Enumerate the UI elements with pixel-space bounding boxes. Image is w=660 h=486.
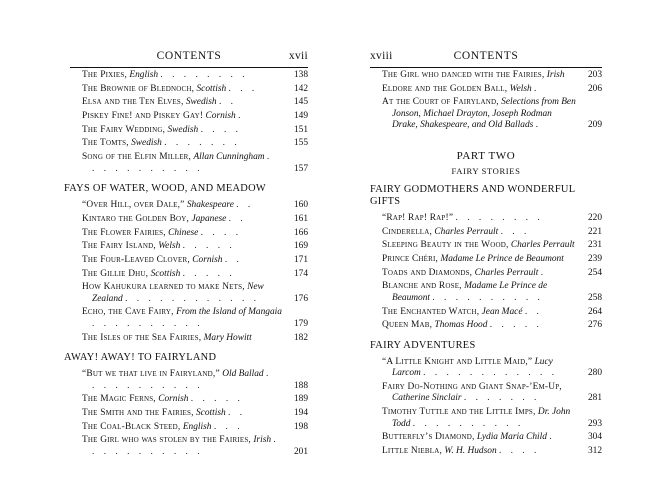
entry-page-number: 201 [293,446,308,457]
entry-text [382,268,576,280]
entry-text [382,407,576,430]
dot-leader: . . . . [498,445,540,456]
entry-title: Prince Chéri, [382,253,439,264]
dot-leader: . [535,120,542,131]
entry-text [82,228,282,240]
contents-entry [70,97,308,109]
entry-group-away [70,369,308,458]
entry-text [82,214,282,226]
contents-entry [70,422,308,434]
contents-list-right [370,70,602,460]
entry-page-number: 304 [587,432,602,443]
entry-page-number: 258 [587,292,602,303]
dot-leader: . . [236,200,254,211]
contents-entry [370,213,602,225]
entry-page-number: 182 [293,332,308,343]
entry-page-number: 239 [587,253,602,264]
entry-author: From the Island of Mangaia [176,307,282,318]
entry-page-number: 220 [587,212,602,223]
entry-author: Chinese [168,227,199,238]
dot-leader: . . . . . [182,241,236,252]
right-page [370,0,602,486]
contents-entry [370,227,602,239]
entry-title: The Flower Fairies, [82,227,166,238]
dot-leader: . . . . . . . . . . . . [423,368,558,379]
contents-entry [370,281,602,304]
entry-author: Scottish [196,83,227,94]
entry-author: Welsh [509,83,532,94]
contents-entry [70,214,308,226]
entry-text [82,111,282,123]
dot-leader: . [534,83,540,94]
entry-author: Cornish [158,394,189,405]
entry-group-elves [70,70,308,175]
entry-text [82,138,282,150]
entry-page-number: 264 [587,306,602,317]
section-heading-away: AWAY! AWAY! TO FAIRYLAND [64,352,217,364]
entry-author: Lucy Larcom [392,356,553,379]
section-heading-fays: FAYS OF WATER, WOOD, AND MEADOW [64,183,267,195]
entry-page-number: 174 [293,268,308,279]
entry-author: Selections from Ben Jonson, Michael Drayton, Joseph Rodman Drake, Shakespeare, and Old Ballads [392,97,576,131]
entry-page-number: 221 [587,226,602,237]
entry-text [82,255,282,267]
entry-text [382,432,576,444]
entry-text [382,213,576,225]
entry-text [82,269,282,281]
entry-page-number: 194 [293,408,308,418]
dot-leader: . . . . . [190,394,244,405]
entry-author: English [182,421,212,432]
entry-text [382,227,576,239]
entry-text [82,307,282,330]
entry-text [82,435,282,458]
contents-entry [70,307,308,330]
entry-text [82,70,282,82]
contents-entry [70,84,308,96]
entry-title: The Fairy Island, [82,241,156,252]
contents-entry [70,152,308,175]
entry-author: Scottish [150,268,181,279]
entry-page-number: 155 [293,138,308,149]
dot-leader: . . . . . . . . . . . [92,152,273,174]
entry-page-number: 276 [587,320,602,331]
entry-page-number: 176 [293,293,308,304]
entry-author: Japanese [191,213,227,224]
entry-author: Cornish [205,111,236,122]
dot-leader: . . . . . [489,320,543,331]
entry-author: Jean Macé [481,306,523,317]
entry-page-number: 161 [293,213,308,224]
entry-page-number: 280 [587,368,602,379]
entry-text [382,446,576,458]
entry-text [82,241,282,253]
entry-text [382,84,576,96]
contents-entry [370,268,602,280]
dot-leader: . . . [213,421,244,432]
contents-entry [70,228,308,240]
entry-author: Charles Perrault [434,226,499,237]
section-heading-adventures: FAIRY ADVENTURES [370,339,476,351]
contents-entry [370,407,602,430]
entry-text [382,357,576,380]
dot-leader: . [549,432,556,443]
entry-title: At the Court of Fairyland, [382,97,499,108]
contents-list-left [64,70,308,461]
entry-author: Old Ballad [222,369,264,380]
entry-text [82,125,282,137]
part-subheading: FAIRY STORIES [451,165,521,176]
entry-text [382,382,576,405]
contents-entry [70,269,308,281]
entry-author: Swedish [167,124,199,135]
entry-title: The Girl who danced with the Fairies, [382,70,545,80]
entry-group-godmothers [370,213,602,332]
dot-leader: . . . . . . . . . . . [92,369,272,391]
entry-page-number: 151 [293,124,308,135]
contents-entry [70,333,308,345]
entry-author: Cornish [192,254,223,265]
entry-author: Swedish [131,138,162,149]
entry-page-number: 160 [293,200,308,211]
entry-page-number: 254 [587,267,602,278]
entry-author: Swedish [185,97,217,108]
entry-author: Irish [253,435,272,446]
entry-author: English [129,70,159,80]
entry-text [382,97,576,132]
dot-leader: . . . . . [182,268,236,279]
entry-author: Irish [546,70,565,80]
entry-author: Dr. John Todd [392,407,571,429]
entry-title: The Smith and the Fairies, [82,408,194,418]
page-title: CONTENTS [156,50,222,62]
entry-title: The Enchanted Watch, [382,306,480,317]
dot-leader: . . . . . . . . . . . . [125,293,260,304]
left-page [64,0,308,486]
entry-text [382,240,576,252]
dot-leader: . . . . . . . [164,138,241,149]
entry-title: Echo, the Cave Fairy, [82,307,174,318]
page-number: xvii [288,50,308,62]
entry-title: Elsa and the Ten Elves, [82,97,184,108]
entry-author: Catherine Sinclair [392,393,462,404]
entry-title: The Four-Leaved Clover, [82,254,190,265]
contents-entry [70,70,308,82]
entry-title: Sleeping Beauty in the Wood, [382,240,509,251]
page-number: xviii [370,50,393,62]
right-page-header [370,50,602,66]
dot-leader: . . . . [200,124,242,135]
entry-page-number: 312 [587,445,602,456]
entry-title: Blanche and Rose, [382,281,462,292]
entry-text [82,422,282,434]
contents-entry [370,382,602,405]
entry-text [382,254,576,266]
entry-page-number: 203 [587,70,602,80]
entry-text [382,70,576,82]
entry-author: Lydia Maria Child [476,432,547,443]
entry-page-number: 166 [293,227,308,238]
entry-author: W. H. Hudson [444,445,497,456]
contents-entry [370,357,602,380]
entry-text [382,307,576,319]
entry-title: Timothy Tuttle and the Little Imps, [382,407,536,418]
contents-entry [370,240,602,252]
contents-entry [70,408,308,420]
entry-title: Piskey Fine! and Piskey Gay! [82,111,204,122]
entry-title: Kintaro the Golden Boy, [82,213,190,224]
entry-title: The Tomts, [82,138,129,149]
entry-page-number: 142 [293,83,308,94]
contents-entry [370,446,602,458]
dot-leader: . . [228,408,246,418]
entry-page-number: 189 [293,394,308,405]
dot-leader: . . . . . . . . . . [432,292,544,303]
dot-leader: . . . . . . . . . . [92,318,204,329]
entry-title: Toads and Diamonds, [382,267,473,278]
entry-author: Scottish [195,408,226,418]
entry-title: The Girl who was stolen by the Fairies, [82,435,251,446]
entry-text [82,282,282,305]
contents-entry [370,320,602,332]
entry-text [82,97,282,109]
dot-leader: . [238,111,244,122]
dot-leader: . . . . [200,227,242,238]
entry-title: Fairy Do-Nothing and Giant Snap-’Em-Up, [382,381,562,392]
entry-group-fays [70,200,308,344]
entry-page-number: 188 [293,380,308,391]
entry-author: Thomas Hood [434,320,488,331]
entry-author: Charles Perrault [510,240,575,251]
entry-title: The Gillie Dhu, [82,268,149,279]
entry-page-number: 171 [293,254,308,265]
contents-entry [370,84,602,96]
entry-title: The Isles of the Sea Fairies, [82,332,202,343]
entry-text [82,84,282,96]
entry-author: Madame Le Prince de Beaumont [392,281,548,303]
dot-leader: . . . . . . . . [455,212,544,223]
contents-entry [70,369,308,392]
entry-page-number: 293 [587,418,602,429]
entry-page-number: 179 [293,318,308,329]
entry-text [382,320,576,332]
entry-page-number: 149 [293,111,308,122]
contents-entry [370,97,602,132]
entry-title: The Pixies, [82,70,128,80]
contents-entry [370,70,602,82]
entry-title: How Kahukura learned to make Nets, [82,282,245,293]
contents-entry [70,435,308,458]
entry-text [382,281,576,304]
dot-leader: . . . . . . . . . . . [92,435,280,457]
part-heading: PART TWO [456,149,516,162]
entry-text [82,152,282,175]
entry-title: “A Little Knight and Little Maid,” [382,356,533,367]
contents-entry [70,125,308,137]
section-heading-godmothers: FAIRY GODMOTHERS AND WONDERFUL GIFTS [370,183,575,207]
dot-leader: . . [218,97,237,108]
contents-entry [70,200,308,212]
dot-leader: . [540,267,547,278]
entry-author: Madame Le Prince de Beaumont [440,253,564,264]
entry-author: Shakespeare [186,200,234,211]
dot-leader: . . . [500,226,530,237]
entry-author: Mary Howitt [203,332,252,343]
entry-page-number: 206 [587,83,602,94]
entry-page-number: 145 [293,97,308,108]
header-rule [370,67,602,68]
header-rule [70,67,308,68]
dot-leader: . . . . . . . . [160,70,249,80]
entry-title: “But we that live in Fairyland,” [82,369,220,380]
entry-title: Cinderella, [382,226,433,237]
left-page-header [70,50,308,66]
dot-leader: . . [228,213,247,224]
contents-entry [70,111,308,123]
contents-entry [70,394,308,406]
entry-title: Song of the Elfin Miller, [82,152,192,163]
entry-title: Queen Mab, [382,320,433,331]
entry-page-number: 198 [293,421,308,432]
entry-text [82,394,282,406]
entry-page-number: 209 [587,120,602,131]
dot-leader: . . . . . . . . . . [412,418,524,429]
entry-page-number: 281 [587,393,602,404]
entry-page-number: 231 [587,240,602,251]
entry-text [82,408,282,420]
dot-leader: . . . . . . . [463,393,540,404]
dot-leader: . . . [228,83,258,94]
entry-author: New Zealand [92,282,264,304]
entry-title: “Rap! Rap! Rap!” [382,212,454,223]
contents-entry [70,255,308,267]
contents-entry [70,138,308,150]
entry-title: The Fairy Wedding, [82,124,166,135]
entry-author: Welsh [158,241,181,252]
entry-title: Butterfly’s Diamond, [382,432,475,443]
entry-title: The Coal-Black Steed, [82,421,181,432]
entry-group-fairyland-cont [370,70,602,132]
contents-entry [370,254,602,266]
entry-title: The Brownie of Blednoch, [82,83,195,94]
entry-page-number: 138 [293,70,308,80]
entry-author: Charles Perrault [474,267,539,278]
entry-author: Allan Cunningham [193,152,265,163]
entry-title: Eldore and the Golden Ball, [382,83,508,94]
page-title: CONTENTS [453,50,519,62]
entry-text [82,200,282,212]
contents-entry [370,432,602,444]
dot-leader: . . [524,306,543,317]
entry-text [82,333,282,345]
contents-entry [70,241,308,253]
entry-title: The Magic Ferns, [82,394,156,405]
entry-title: “Over Hill, over Dale,” [82,200,185,211]
entry-page-number: 157 [293,163,308,174]
entry-page-number: 169 [293,241,308,252]
entry-text [82,369,282,392]
contents-entry [70,282,308,305]
entry-title: Little Niebla, [382,445,443,456]
contents-entry [370,307,602,319]
entry-group-adventures [370,357,602,458]
dot-leader: . . [224,254,243,265]
